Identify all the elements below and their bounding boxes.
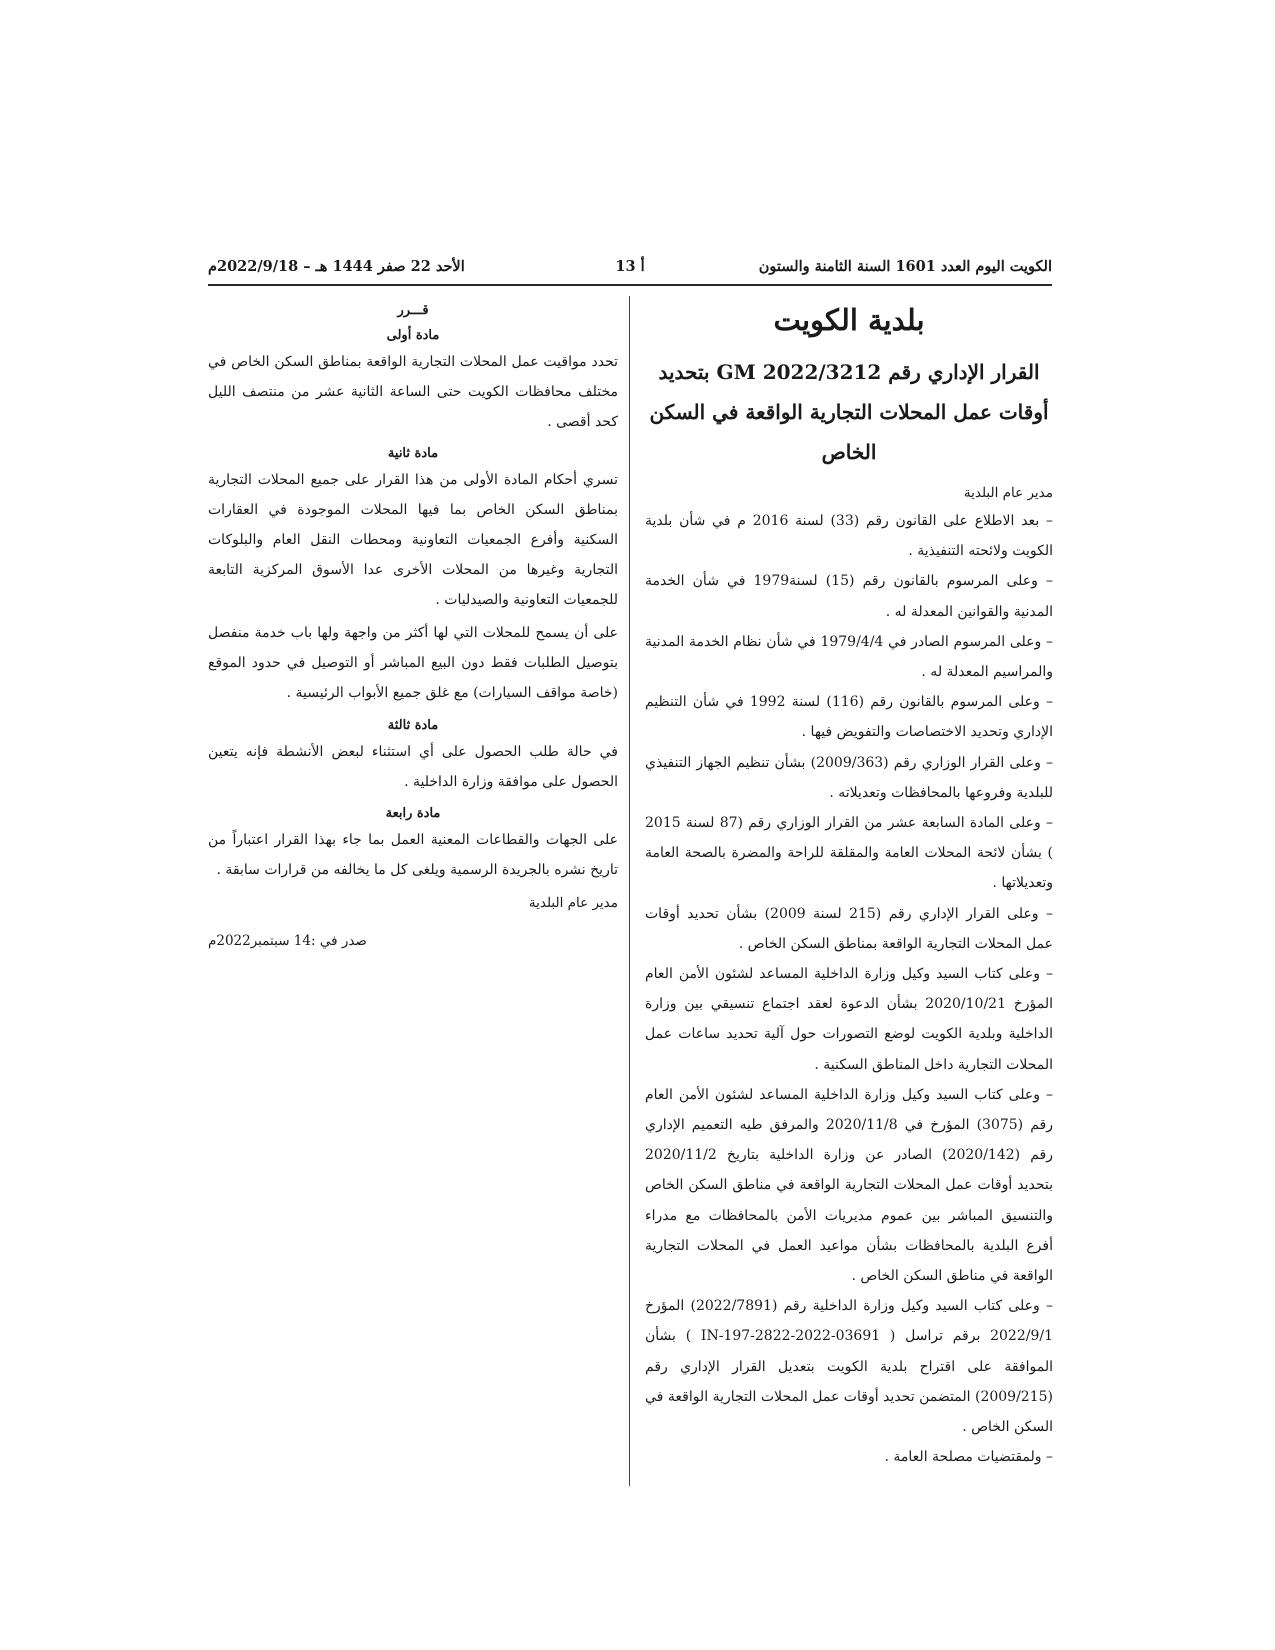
issue-date: الأحد 22 صفر 1444 هـ – 2022/9/18م (208, 257, 465, 275)
recital: – وعلى المادة السابعة عشر من القرار الوزاري رقم (87 لسنة 2015 ) بشأن لائحة المحلات العامة والمقلقة للراحة والمضرة بالصحة العامة وتعديلاتها . (645, 815, 1053, 892)
recitals (645, 506, 1053, 1473)
recital: – وعلى القرار الإداري رقم (215 لسنة 2009) بشأن تحديد أوقات عمل المحلات التجارية الواقعة بمناطق السكن الخاص . (645, 905, 1053, 952)
recital: – ولمقتضيات مصلحة العامة . (884, 1449, 1053, 1466)
article-text: تحدد مواقيت عمل المحلات التجارية الواقعة بمناطق السكن الخاص في مختلف محافظات الكويت حتى الساعة الثانية عشر من منتصف الليل كحد أقصى . (208, 354, 618, 430)
page-number: أ 13 (615, 257, 645, 275)
article-text: على أن يسمح للمحلات التي لها أكثر من واجهة ولها باب خدمة منفصل بتوصيل الطلبات فقط دون البيع المباشر أو التوصيل في حدود الموقع (خاصة مواقف السيارات) مع غلق جميع الأبواب الرئيسية . (208, 625, 618, 701)
signatory: مدير عام البلدية (963, 485, 1053, 501)
right-column (645, 298, 1053, 1473)
decision-title: القرار الإداري رقم GM 2022/3212 بتحديد أوقات عمل المحلات التجارية الواقعة في السكن الخاص (649, 360, 1049, 464)
article-heading: مادة أولى (386, 328, 440, 343)
issue-date-line: صدر في :14 سبتمبر2022م (208, 932, 367, 949)
recital: – وعلى كتاب السيد وكيل وزارة الداخلية المساعد لشئون الأمن العام رقم (3075) المؤرخ في 2020/11/8 والمرفق طيه التعميم الإداري رقم (2020/142) الصادر عن وزارة الداخلية بتاريخ 2020/11/2 بتحديد أوقات عمل المحلات التجارية الواقعة في مناطق السكن الخاص والتنسيق المباشر بين عموم مديريات الأمن بالمحافظات مع مدراء أفرع البلدية بالمحافظات بشأن مواعيد العمل في المحلات التجارية الواقعة في مناطق السكن الخاص . (645, 1086, 1053, 1285)
article-text: تسري أحكام المادة الأولى من هذا القرار على جميع المحلات التجارية بمناطق السكن الخاص بما فيها المحلات الموجودة في العقارات السكنية وأفرع الجمعيات التعاونية ومحطات النقل العام والبلوكات التجارية وغيرها من المحلات الأخرى عدا الأسوق المركزية التابعة للجمعيات التعاونية والصيدليات . (208, 472, 618, 608)
recital: – وعلى المرسوم بالقانون رقم (116) لسنة 1992 في شأن التنظيم الإداري وتحديد الاختصاصات والتفويض فيها . (645, 694, 1053, 741)
article-text: في حالة طلب الحصول على أي استثناء لبعض الأنشطة فإنه يتعين الحصول على موافقة وزارة الداخلية . (208, 743, 618, 790)
article-text: على الجهات والقطاعات المعنية العمل بما جاء بهذا القرار اعتباراً من تاريخ نشره بالجريدة الرسمية ويلغى كل ما يخالفه من قرارات سابقة . (208, 832, 618, 879)
recital: – وعلى المرسوم الصادر في 1979/4/4 في شأن نظام الخدمة المدنية والمراسيم المعدلة له . (645, 633, 1053, 681)
article-heading: مادة ثالثة (387, 717, 439, 733)
page-header (208, 252, 1052, 280)
article-heading: مادة ثانية (387, 446, 439, 462)
publication-info: الكويت اليوم العدد 1601 السنة الثامنة والستون (758, 257, 1052, 275)
decides-heading: قـــرر (397, 303, 429, 318)
article-heading: مادة رابعة (385, 806, 441, 822)
recital: – بعد الاطلاع على القانون رقم (33) لسنة 2016 م في شأن بلدية الكويت ولائحته التنفيذية . (645, 513, 1053, 560)
header-divider (208, 284, 1052, 286)
signature: مدير عام البلدية (528, 894, 618, 911)
column-divider (629, 296, 630, 1486)
recital: – وعلى كتاب السيد وكيل وزارة الداخلية المساعد لشئون الأمن العام المؤرخ 2020/10/21 بشأن الدعوة لعقد اجتماع تنسيقي بين وزارة الداخلية وبلدية الكويت لوضع التصورات حول آلية تحديد ساعات عمل المحلات التجارية داخل المناطق السكنية . (645, 966, 1053, 1073)
recital: – وعلى المرسوم بالقانون رقم (15) لسنة1979 في شأن الخدمة المدنية والقوانين المعدلة له . (645, 573, 1053, 620)
left-column (208, 298, 618, 954)
masthead: بلدية الكويت (773, 303, 925, 337)
recital: – وعلى كتاب السيد وكيل وزارة الداخلية رقم (2022/7891) المؤرخ 2022/9/1 برقم تراسل ( IN-197-2822-2022-03691 ) بشأن الموافقة على اقتراح بلدية الكويت بتعديل القرار الإداري رقم (2009/215) المتضمن تحديد أوقات عمل المحلات التجارية الواقعة في السكن الخاص . (645, 1298, 1053, 1436)
recital: – وعلى القرار الوزاري رقم (2009/363) بشأن تنظيم الجهاز التنفيذي للبلدية وفروعها بالمحافظات وتعديلاته . (645, 754, 1054, 801)
